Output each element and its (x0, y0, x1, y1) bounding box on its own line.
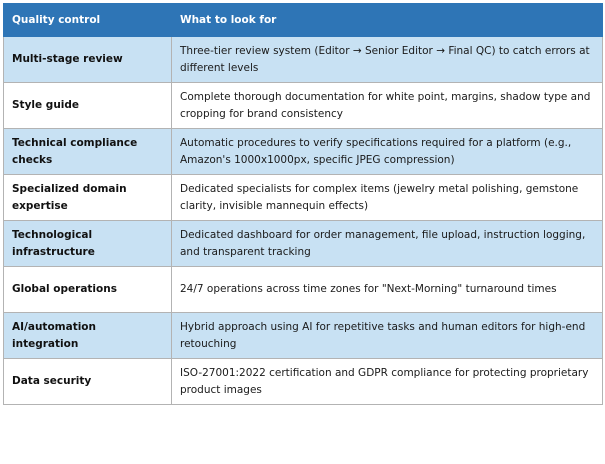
row-description: ISO-27001:2022 certification and GDPR compliance for protecting proprietary product images (172, 359, 603, 405)
row-description: Three-tier review system (Editor → Senior Editor → Final QC) to catch errors at different levels (172, 37, 603, 83)
table-row (4, 37, 603, 83)
table-row (4, 175, 603, 221)
row-description: Hybrid approach using AI for repetitive tasks and human editors for high-end retouching (172, 313, 603, 359)
row-label: Multi-stage review (4, 37, 172, 83)
row-description: Dedicated specialists for complex items (jewelry metal polishing, gemstone clarity, invisible mannequin effects) (172, 175, 603, 221)
row-description: 24/7 operations across time zones for "Next-Morning" turnaround times (172, 267, 603, 313)
row-label: Global operations (4, 267, 172, 313)
table-row (4, 221, 603, 267)
row-label: AI/automation integration (4, 313, 172, 359)
row-label: Technological infrastructure (4, 221, 172, 267)
table-row (4, 129, 603, 175)
table-header-row (4, 4, 603, 37)
table-row (4, 267, 603, 313)
header-what-to-look-for: What to look for (172, 4, 603, 37)
row-description: Automatic procedures to verify specifications required for a platform (e.g., Amazon's 1000x1000px, specific JPEG compression) (172, 129, 603, 175)
row-label: Specialized domain expertise (4, 175, 172, 221)
row-description: Complete thorough documentation for white point, margins, shadow type and cropping for brand consistency (172, 83, 603, 129)
table-row (4, 313, 603, 359)
quality-control-table (3, 3, 603, 405)
table-row (4, 83, 603, 129)
row-label: Style guide (4, 83, 172, 129)
row-label: Technical compliance checks (4, 129, 172, 175)
row-description: Dedicated dashboard for order management, file upload, instruction logging, and transparent tracking (172, 221, 603, 267)
row-label: Data security (4, 359, 172, 405)
header-quality-control: Quality control (4, 4, 172, 37)
table-row (4, 359, 603, 405)
